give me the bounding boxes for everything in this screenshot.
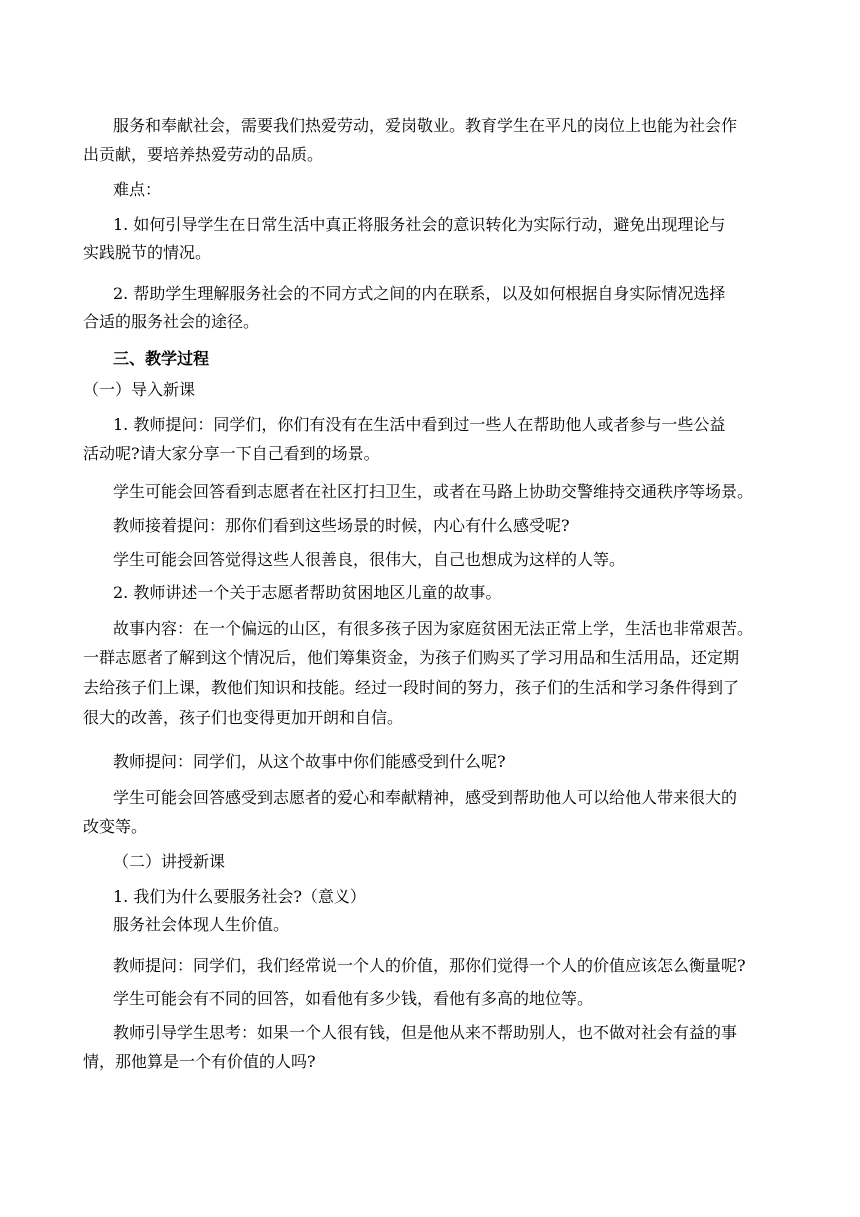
paragraph-line: 学生可能会有不同的回答，如看他有多少钱，看他有多高的地位等。 [113,989,594,1008]
heading-difficulty: 难点： [113,180,162,199]
paragraph-line: 教师引导学生思考：如果一个人很有钱，但是他从来不帮助别人，也不做对社会有益的事 [113,1023,738,1042]
paragraph-line: 学生可能会回答看到志愿者在社区打扫卫生，或者在马路上协助交警维持交通秩序等场景。 [113,482,754,501]
paragraph-line: 合适的服务社会的途径。 [83,312,260,331]
paragraph-line: 2. 教师讲述一个关于志愿者帮助贫困地区儿童的故事。 [113,583,502,602]
section-heading: 三、教学过程 [113,349,210,368]
paragraph-line: 很大的改善，孩子们也变得更加开朗和自信。 [83,708,404,727]
paragraph-line: 服务社会体现人生价值。 [113,915,290,934]
paragraph-line: 故事内容：在一个偏远的山区，有很多孩子因为家庭贫困无法正常上学，生活也非常艰苦。 [113,619,754,638]
paragraph-line: 学生可能会回答感受到志愿者的爱心和奉献精神，感受到帮助他人可以给他人带来很大的 [113,788,738,807]
paragraph-line: 教师接着提问：那你们看到这些场景的时候，内心有什么感受呢? [113,516,570,535]
paragraph-line: 情，那他算是一个有价值的人吗? [83,1052,316,1071]
paragraph-line: 1. 我们为什么要服务社会?（意义） [113,887,366,906]
paragraph-line: 改变等。 [83,817,148,836]
paragraph-line: 2. 帮助学生理解服务社会的不同方式之间的内在联系，以及如何根据自身实际情况选择 [113,284,726,303]
subsection-heading: （二）讲授新课 [113,852,226,871]
paragraph-line: 去给孩子们上课，教他们知识和技能。经过一段时间的努力，孩子们的生活和学习条件得到了 [83,678,740,697]
paragraph-line: 学生可能会回答觉得这些人很善良，很伟大，自己也想成为这样的人等。 [113,550,626,569]
paragraph-line: 实践脱节的情况。 [83,243,212,262]
subsection-heading: （一）导入新课 [83,380,196,399]
paragraph-line: 活动呢?请大家分享一下自己看到的场景。 [83,444,380,463]
paragraph-line: 1. 如何引导学生在日常生活中真正将服务社会的意识转化为实际行动，避免出现理论与 [113,215,726,234]
paragraph-line: 1. 教师提问：同学们，你们有没有在生活中看到过一些人在帮助他人或者参与一些公益 [113,415,726,434]
paragraph-line: 一群志愿者了解到这个情况后，他们筹集资金，为孩子们购买了学习用品和生活用品，还定期 [83,648,740,667]
paragraph-line: 服务和奉献社会，需要我们热爱劳动，爱岗敬业。教育学生在平凡的岗位上也能为社会作 [113,116,738,135]
paragraph-line: 出贡献，要培养热爱劳动的品质。 [83,145,324,164]
paragraph-line: 教师提问：同学们，我们经常说一个人的价值，那你们觉得一个人的价值应该怎么衡量呢? [113,956,746,975]
paragraph-line: 教师提问：同学们，从这个故事中你们能感受到什么呢? [113,752,506,771]
